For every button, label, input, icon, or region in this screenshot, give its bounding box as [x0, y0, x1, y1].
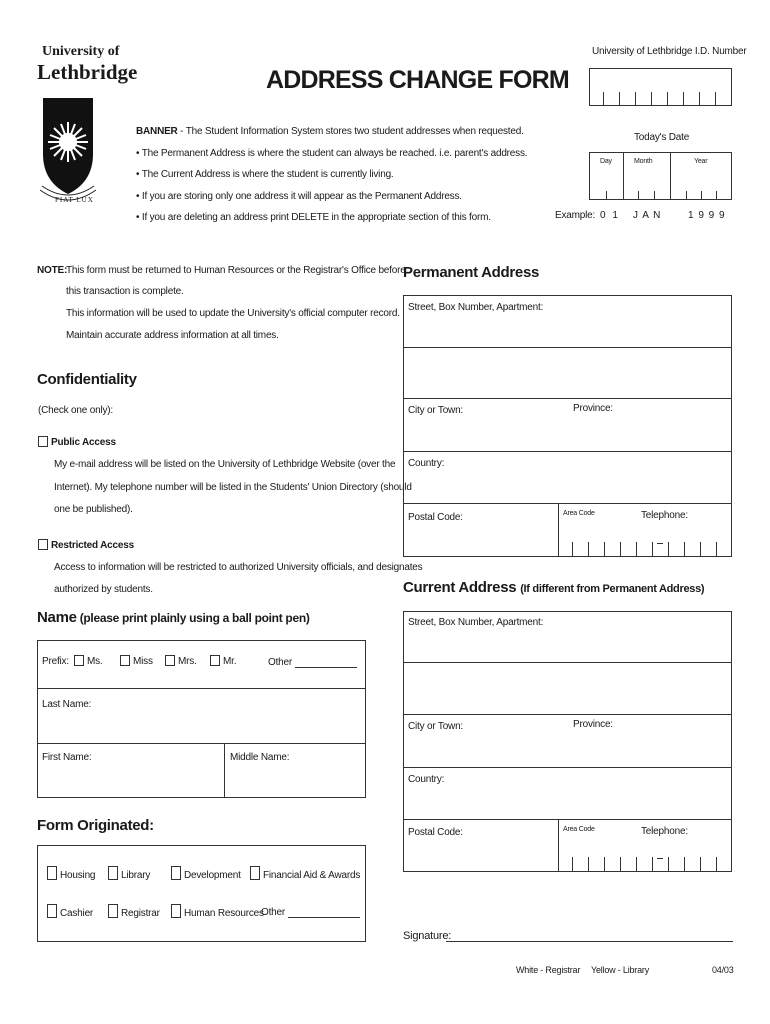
- origin-other-label: Other: [261, 907, 286, 918]
- name-heading: Name: [37, 609, 77, 626]
- restricted-access-checkbox[interactable]: [38, 539, 48, 550]
- field-tick: [604, 542, 605, 556]
- field-tick: [588, 542, 589, 556]
- banner-bullet: • The Permanent Address is where the student can always be reached. i.e. parent's address.: [136, 148, 528, 159]
- origin-financial-aid[interactable]: [250, 866, 360, 881]
- field-tick: [572, 857, 573, 871]
- field-tick: [716, 542, 717, 556]
- public-access-option[interactable]: [38, 436, 116, 448]
- curr-country-field[interactable]: Country:: [408, 774, 445, 785]
- origin-label: Human Resources: [184, 908, 264, 919]
- field-tick: [636, 542, 637, 556]
- public-access-desc: one be published).: [54, 504, 133, 515]
- field-tick: [620, 542, 621, 556]
- date-example-month: J A N: [633, 210, 662, 221]
- name-heading-row: [37, 609, 310, 626]
- name-subheading: (please print plainly using a ball point pen): [76, 611, 310, 625]
- page-title: ADDRESS CHANGE FORM: [266, 66, 569, 94]
- field-tick: [683, 92, 684, 105]
- date-month-label: Month: [634, 158, 653, 165]
- banner-lead: BANNER: [136, 126, 178, 137]
- note-line: this transaction is complete.: [66, 286, 184, 297]
- curr-postal-field[interactable]: Postal Code:: [408, 827, 463, 838]
- current-address-subheading: (If different from Permanent Address): [520, 583, 705, 595]
- date-day-label: Day: [600, 158, 612, 165]
- logo-line1: University of: [42, 44, 120, 59]
- origin-library[interactable]: [108, 866, 150, 881]
- prefix-option-label: Ms.: [87, 656, 103, 667]
- prefix-other-label: Other: [268, 657, 293, 668]
- prefix-option-label: Miss: [133, 656, 153, 667]
- origin-registrar[interactable]: [108, 904, 160, 919]
- last-name-field[interactable]: Last Name:: [42, 699, 92, 710]
- field-tick: [668, 542, 669, 556]
- origin-label: Registrar: [121, 908, 160, 919]
- origin-label: Cashier: [60, 908, 94, 919]
- prefix-label: Prefix:: [42, 656, 69, 667]
- origin-label: Development: [184, 870, 241, 881]
- field-tick: [652, 542, 653, 556]
- field-tick: [667, 92, 668, 105]
- field-tick: [588, 857, 589, 871]
- perm-street-field[interactable]: Street, Box Number, Apartment:: [408, 302, 544, 313]
- restricted-access-desc: Access to information will be restricted to authorized University officials, and designates: [54, 562, 423, 573]
- confidentiality-heading: Confidentiality: [37, 371, 137, 388]
- origin-label: Housing: [60, 870, 96, 881]
- origin-label: Library: [121, 870, 151, 881]
- prefix-ms-checkbox[interactable]: [74, 655, 84, 666]
- origin-checkbox[interactable]: [47, 904, 57, 918]
- middle-name-field[interactable]: Middle Name:: [230, 752, 290, 763]
- curr-telephone-field[interactable]: Telephone:: [641, 826, 688, 837]
- restricted-access-desc: authorized by students.: [54, 584, 153, 595]
- public-access-checkbox[interactable]: [38, 436, 48, 447]
- field-tick: [715, 92, 716, 105]
- field-tick: [716, 857, 717, 871]
- id-number-field[interactable]: [589, 68, 732, 106]
- prefix-other[interactable]: [268, 656, 357, 668]
- banner-text: - The Student Information System stores two student addresses when requested.: [177, 126, 524, 137]
- field-tick: [652, 857, 653, 871]
- origin-label: Financial Aid & Awards: [263, 870, 361, 881]
- form-originated-box: [37, 845, 366, 942]
- perm-telephone-field[interactable]: Telephone:: [641, 510, 688, 521]
- note-line: This information will be used to update the University's official computer record.: [66, 308, 400, 319]
- restricted-access-option[interactable]: [38, 539, 134, 551]
- origin-housing[interactable]: [47, 866, 95, 881]
- note-line: This form must be returned to Human Resources or the Registrar's Office before: [66, 265, 406, 276]
- origin-checkbox[interactable]: [108, 866, 118, 880]
- banner-intro: [136, 126, 524, 137]
- origin-human-resources[interactable]: [171, 904, 264, 919]
- public-access-label: Public Access: [51, 437, 116, 448]
- field-tick: [604, 857, 605, 871]
- prefix-other-input[interactable]: [295, 656, 357, 668]
- perm-country-field[interactable]: Country:: [408, 458, 445, 469]
- form-originated-heading: Form Originated:: [37, 817, 154, 834]
- banner-bullet: • The Current Address is where the student is currently living.: [136, 169, 394, 180]
- todays-date-label: Today's Date: [634, 132, 690, 143]
- current-address-heading-row: [403, 579, 704, 596]
- restricted-access-label: Restricted Access: [51, 540, 134, 551]
- field-tick: [620, 857, 621, 871]
- signature-label: Signature:: [403, 930, 452, 942]
- origin-checkbox[interactable]: [250, 866, 260, 880]
- field-tick: [684, 857, 685, 871]
- first-name-field[interactable]: First Name:: [42, 752, 92, 763]
- university-crest-icon: [38, 94, 98, 212]
- origin-other-input[interactable]: [288, 906, 360, 918]
- prefix-option-label: Mrs.: [178, 656, 197, 667]
- prefix-mrs[interactable]: [165, 655, 197, 667]
- prefix-ms[interactable]: [74, 655, 103, 667]
- curr-street-field[interactable]: Street, Box Number, Apartment:: [408, 617, 544, 628]
- confidentiality-instruction: (Check one only):: [38, 405, 113, 416]
- perm-postal-field[interactable]: Postal Code:: [408, 512, 463, 523]
- logo-line2: Lethbridge: [37, 60, 138, 84]
- perm-area-code-label: Area Code: [563, 510, 595, 517]
- field-tick: [699, 92, 700, 105]
- origin-checkbox[interactable]: [171, 866, 181, 880]
- id-number-label: University of Lethbridge I.D. Number: [592, 46, 747, 57]
- origin-development[interactable]: [171, 866, 241, 881]
- field-tick: [651, 92, 652, 105]
- permanent-address-heading: Permanent Address: [403, 264, 540, 281]
- origin-other[interactable]: [261, 906, 360, 918]
- prefix-mr[interactable]: [210, 655, 236, 667]
- field-tick: [636, 857, 637, 871]
- public-access-desc: Internet). My telephone number will be listed in the Students' Union Directory (should: [54, 482, 412, 493]
- field-tick: [700, 857, 701, 871]
- perm-province-field[interactable]: Province:: [573, 403, 613, 414]
- origin-checkbox[interactable]: [108, 904, 118, 918]
- field-tick: [635, 92, 636, 105]
- perm-city-field[interactable]: City or Town:: [408, 405, 464, 416]
- field-tick: [668, 857, 669, 871]
- note-lead: NOTE:: [37, 265, 68, 276]
- signature-line[interactable]: [446, 941, 733, 942]
- field-tick: [684, 542, 685, 556]
- origin-cashier[interactable]: [47, 904, 93, 919]
- banner-bullet: • If you are storing only one address it will appear as the Permanent Address.: [136, 191, 462, 202]
- prefix-mr-checkbox[interactable]: [210, 655, 220, 666]
- origin-checkbox[interactable]: [47, 866, 57, 880]
- current-address-heading: Current Address: [403, 579, 517, 596]
- public-access-desc: My e-mail address will be listed on the University of Lethbridge Website (over the: [54, 459, 396, 470]
- note-line: Maintain accurate address information at all times.: [66, 330, 279, 341]
- footer-white-copy: White - Registrar: [516, 965, 581, 975]
- prefix-miss-checkbox[interactable]: [120, 655, 130, 666]
- field-tick: [603, 92, 604, 105]
- field-tick: [572, 542, 573, 556]
- logo-motto: FIAT LUX: [55, 196, 94, 204]
- curr-province-field[interactable]: Province:: [573, 719, 613, 730]
- curr-city-field[interactable]: City or Town:: [408, 721, 464, 732]
- prefix-option-label: Mr.: [223, 656, 237, 667]
- phone-dash: [657, 858, 663, 859]
- prefix-miss[interactable]: [120, 655, 153, 667]
- date-example-label: Example:: [555, 210, 596, 221]
- date-example-day: 0 1: [600, 210, 620, 221]
- field-tick: [619, 92, 620, 105]
- prefix-mrs-checkbox[interactable]: [165, 655, 175, 666]
- footer-form-code: 04/03: [712, 965, 734, 975]
- origin-checkbox[interactable]: [171, 904, 181, 918]
- date-example-year: 1 9 9 9: [688, 210, 726, 221]
- phone-dash: [657, 543, 663, 544]
- curr-area-code-label: Area Code: [563, 826, 595, 833]
- footer-yellow-copy: Yellow - Library: [591, 965, 649, 975]
- field-tick: [700, 542, 701, 556]
- banner-bullet: • If you are deleting an address print DELETE in the appropriate section of this form.: [136, 212, 491, 223]
- date-year-label: Year: [694, 158, 708, 165]
